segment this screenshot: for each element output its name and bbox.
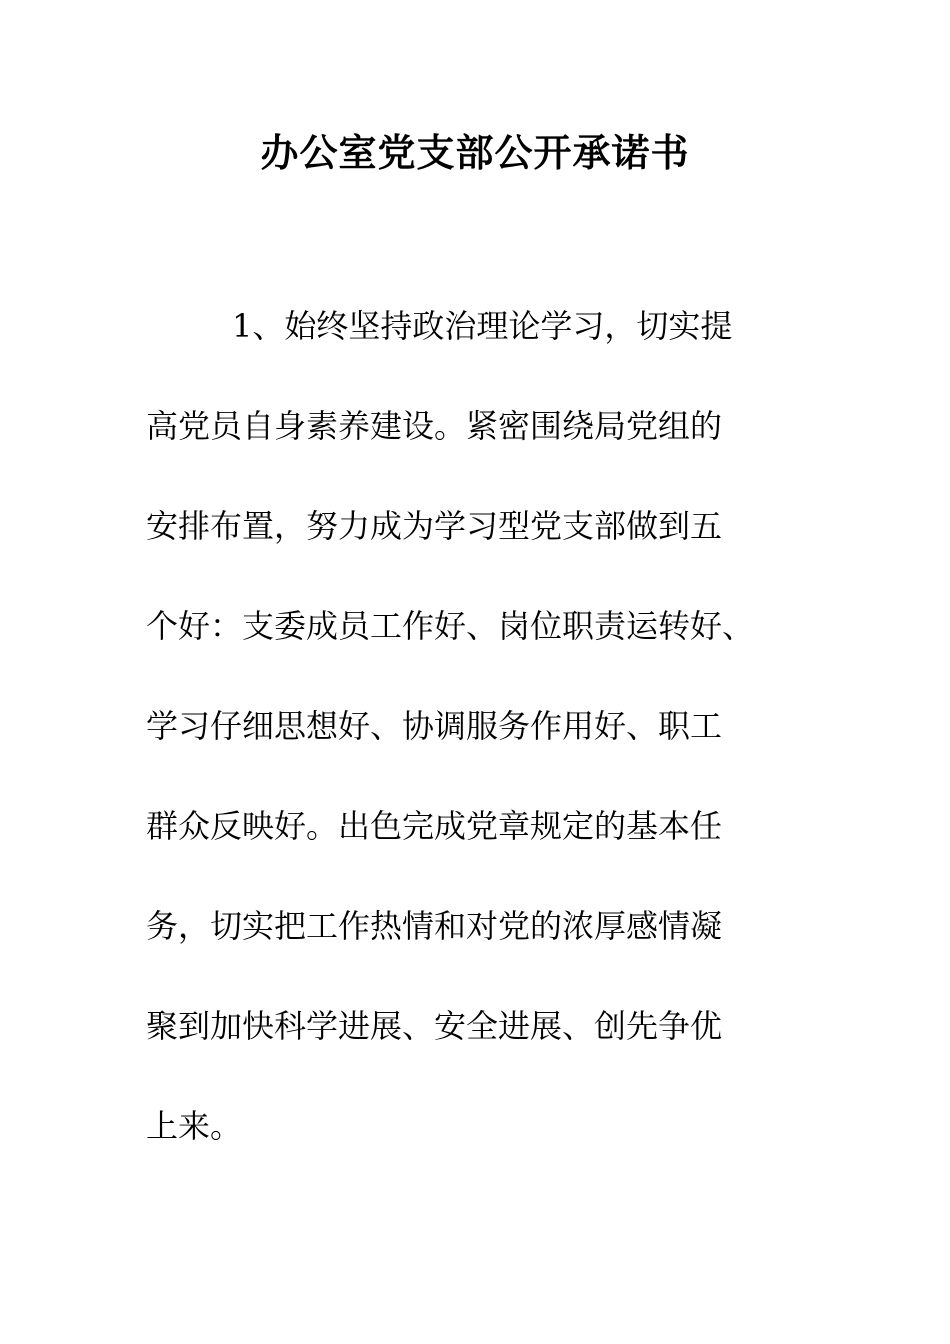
paragraph-line: 群众反映好。出色完成党章规定的基本任 <box>146 807 723 845</box>
paragraph-line: 上来。 <box>146 1107 243 1145</box>
document-title: 办公室党支部公开承诺书 <box>260 130 690 175</box>
paragraph-line: 1、始终坚持政治理论学习，切实提 <box>232 307 733 345</box>
paragraph-line: 高党员自身素养建设。紧密围绕局党组的 <box>146 407 723 445</box>
paragraph-line: 务，切实把工作热情和对党的浓厚感情凝 <box>146 907 723 945</box>
paragraph-line: 安排布置，努力成为学习型党支部做到五 <box>146 507 723 545</box>
paragraph-line: 学习仔细思想好、协调服务作用好、职工 <box>146 707 723 745</box>
document-paragraph <box>146 300 806 1200</box>
paragraph-line: 个好：支委成员工作好、岗位职责运转好、 <box>146 607 755 645</box>
paragraph-line: 聚到加快科学进展、安全进展、创先争优 <box>146 1007 723 1045</box>
